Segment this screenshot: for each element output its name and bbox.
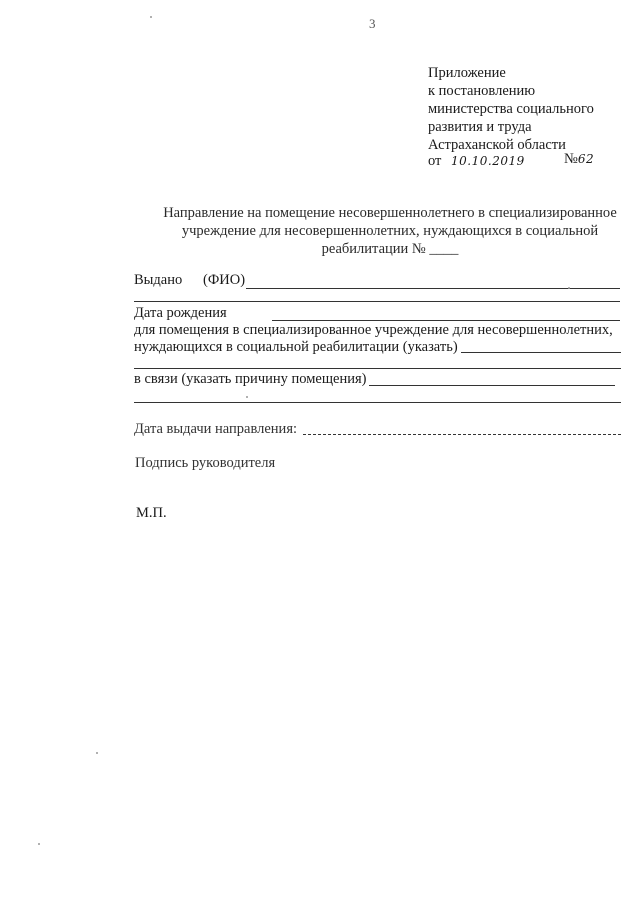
issue-date-field-line bbox=[303, 434, 621, 435]
birth-date-label: Дата рождения bbox=[134, 305, 227, 321]
reason-field-line-2 bbox=[134, 402, 621, 403]
scan-speck bbox=[246, 396, 248, 398]
placement-field-line bbox=[461, 352, 621, 353]
page-number: 3 bbox=[369, 16, 376, 31]
date-prefix: от bbox=[428, 153, 442, 169]
fio-field-line-2 bbox=[134, 301, 620, 302]
placement-text-line-1: для помещения в специализированное учреждение для несовершеннолетних, bbox=[134, 322, 613, 338]
document-title-line-3: реабилитации № ____ bbox=[321, 241, 459, 257]
reason-field-line bbox=[369, 385, 615, 386]
reason-label: в связи (указать причину помещения) bbox=[134, 371, 367, 387]
placement-text-line-2: нуждающихся в социальной реабилитации (указать) bbox=[134, 339, 458, 355]
signature-label: Подпись руководителя bbox=[135, 455, 276, 471]
scan-speck bbox=[38, 843, 40, 845]
scan-speck bbox=[96, 752, 98, 754]
document-title-line-2: учреждение для несовершеннолетних, нуждающихся в социальной bbox=[181, 223, 599, 239]
appendix-line-1: Приложение bbox=[428, 65, 506, 81]
scan-speck bbox=[568, 287, 570, 289]
appendix-line-4: развития и труда bbox=[428, 119, 532, 135]
number-prefix: № bbox=[564, 151, 578, 167]
issued-label: Выдано bbox=[134, 272, 183, 288]
document-title-line-1: Направление на помещение несовершеннолетнего в специализированное bbox=[163, 205, 617, 221]
appendix-line-5: Астраханской области bbox=[428, 137, 566, 153]
scan-speck bbox=[150, 16, 152, 18]
stamp-label: М.П. bbox=[136, 505, 167, 521]
date-value: 10.10.2019 bbox=[451, 154, 525, 168]
appendix-line-3: министерства социального bbox=[428, 101, 594, 117]
appendix-line-2: к постановлению bbox=[428, 83, 536, 99]
appendix-date-row bbox=[428, 152, 525, 170]
issue-date-label: Дата выдачи направления: bbox=[134, 421, 298, 437]
placement-field-line-2 bbox=[134, 368, 621, 369]
fio-label: (ФИО) bbox=[203, 272, 246, 288]
appendix-number-row bbox=[564, 150, 594, 168]
birth-date-field-line bbox=[272, 320, 620, 321]
fio-field-line bbox=[246, 288, 620, 289]
number-value: 62 bbox=[577, 152, 595, 166]
